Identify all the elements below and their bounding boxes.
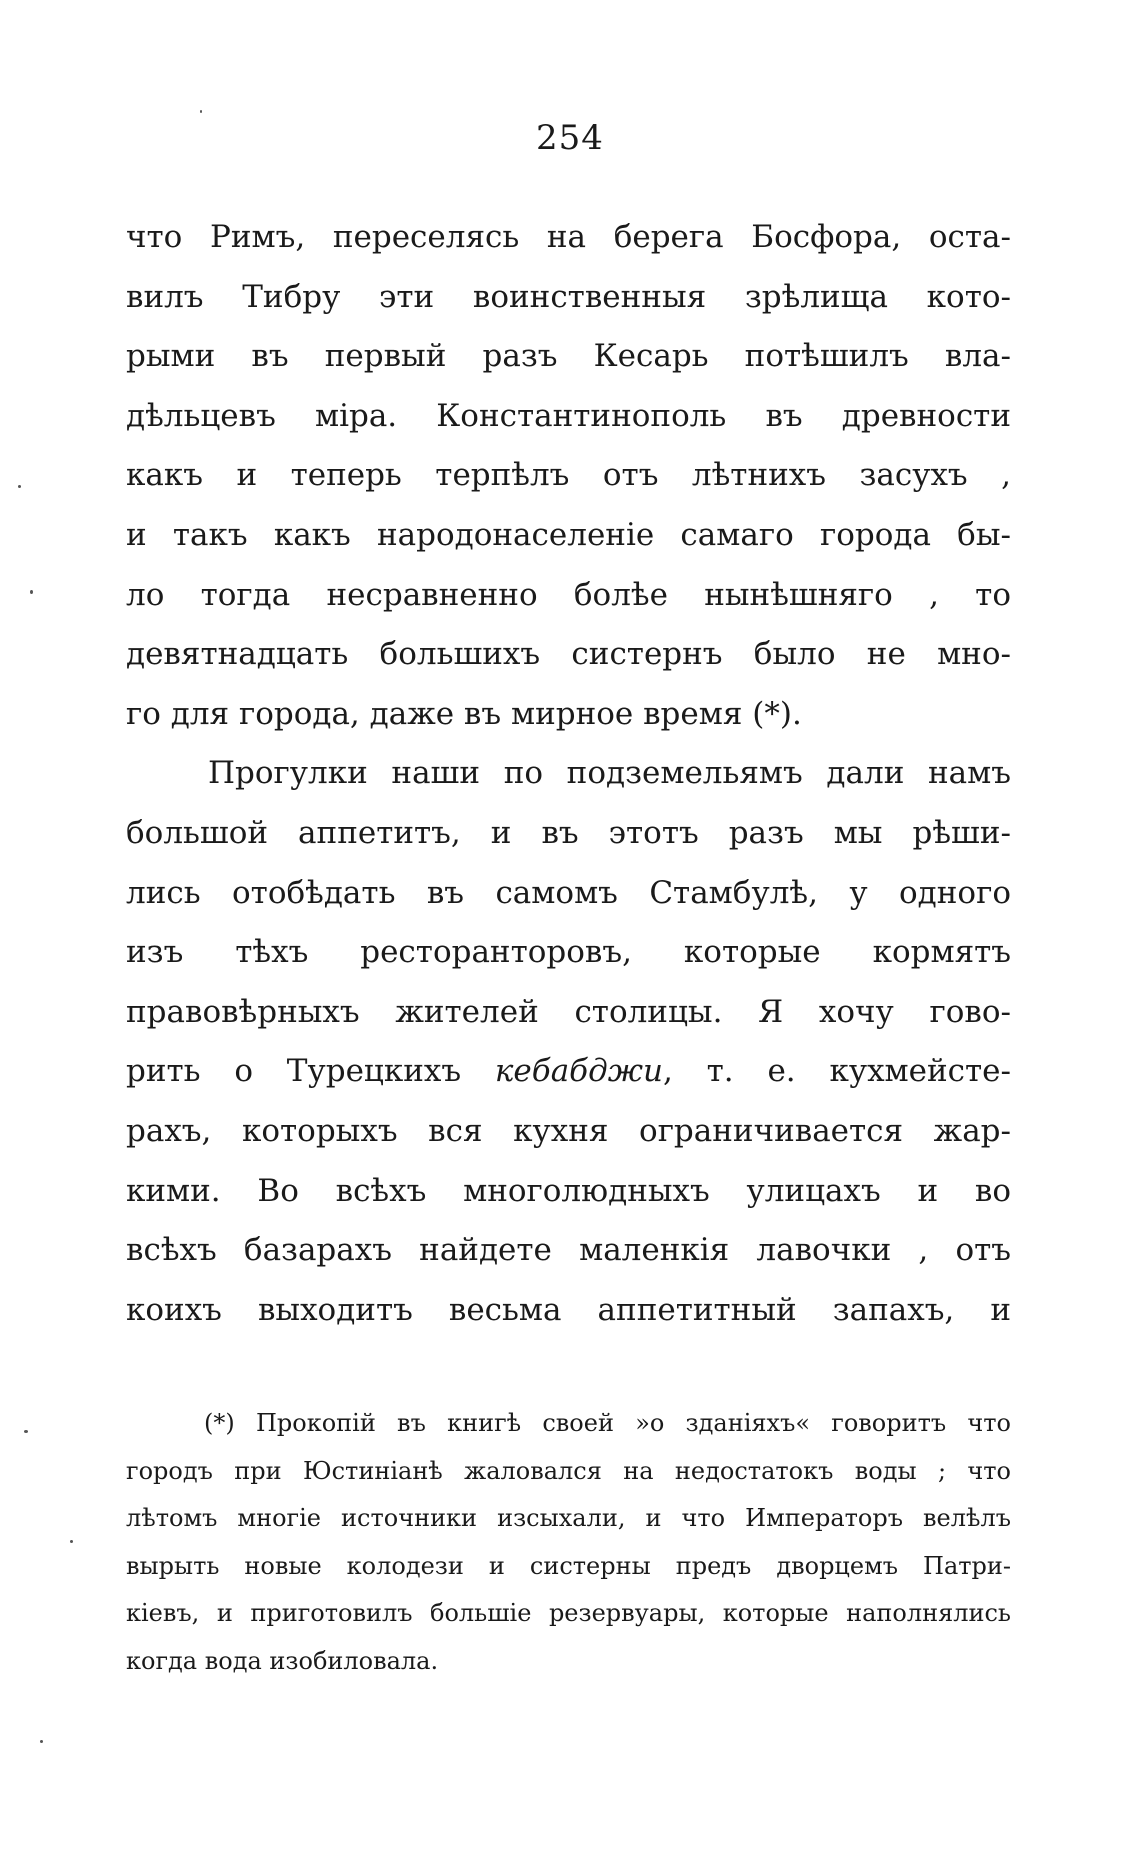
text-line: вилъ Тибру эти воинственныя зрѣлища кото- xyxy=(126,278,1011,315)
text-line: какъ и теперь терпѣлъ отъ лѣтнихъ засухъ , xyxy=(126,457,1011,494)
scan-speck xyxy=(200,110,202,113)
text-line: ло тогда несравненно болѣе нынѣшняго , то xyxy=(126,576,1011,613)
footnote-line: кіевъ, и приготовилъ большіе резервуары, которые наполнялись xyxy=(126,1599,1011,1627)
page-number: 254 xyxy=(536,118,604,158)
text-line: и такъ какъ народонаселеніе самаго города бы- xyxy=(126,516,1011,553)
text-line: рахъ, которыхъ вся кухня ограничивается жар- xyxy=(126,1112,1011,1149)
text-line: девятнадцать большихъ систернъ было не мно- xyxy=(126,636,1011,673)
text-line: коихъ выходитъ весьма аппетитный запахъ, и xyxy=(126,1291,1011,1328)
text-line: правовѣрныхъ жителей столицы. Я хочу гово- xyxy=(126,993,1011,1030)
footnote-line: лѣтомъ многіе источники изсыхали, и что Императоръ велѣлъ xyxy=(126,1504,1011,1532)
scan-speck xyxy=(24,1430,28,1433)
text-line: кими. Во всѣхъ многолюдныхъ улицахъ и во xyxy=(126,1172,1011,1209)
scan-speck xyxy=(70,1540,73,1543)
text-line: го для города, даже въ мирное время (*). xyxy=(126,695,802,732)
text-line: что Римъ, переселясь на берега Босфора, оста- xyxy=(126,219,1011,255)
text-line: большой аппетитъ, и въ этотъ разъ мы рѣши- xyxy=(126,814,1011,851)
scan-speck xyxy=(18,485,21,488)
text-segment: , т. е. кухмейсте- xyxy=(662,1053,1011,1090)
text-line: всѣхъ базарахъ найдете маленкія лавочки , отъ xyxy=(126,1232,1011,1269)
scan-speck xyxy=(40,1740,43,1743)
italic-term: кебабджи xyxy=(494,1053,663,1090)
paragraph-start-line: Прогулки наши по подземельямъ дали намъ xyxy=(208,755,1011,792)
footnote xyxy=(126,1400,1011,1685)
text-line: изъ тѣхъ ресторанторовъ, которые кормятъ xyxy=(126,934,1011,971)
footnote-line: вырыть новые колодези и систерны предъ дворцемъ Патри- xyxy=(126,1551,1011,1580)
text-line: дѣльцевъ міра. Константинополь въ древности xyxy=(126,397,1011,434)
main-text xyxy=(126,208,1011,1340)
footnote-line: городъ при Юстиніанѣ жаловался на недостатокъ воды ; что xyxy=(126,1456,1011,1485)
text-line-with-italic xyxy=(126,1042,1011,1102)
text-segment: рить о Турецкихъ xyxy=(126,1053,462,1090)
text-line: лись отобѣдать въ самомъ Стамбулѣ, у одного xyxy=(126,874,1011,911)
footnote-line: (*) Прокопій въ книгѣ своей »о зданіяхъ« говоритъ что xyxy=(204,1409,1011,1437)
footnote-line: когда вода изобиловала. xyxy=(126,1646,439,1675)
scan-speck xyxy=(30,590,33,594)
text-line: рыми въ первый разъ Кесарь потѣшилъ вла- xyxy=(126,338,1011,375)
